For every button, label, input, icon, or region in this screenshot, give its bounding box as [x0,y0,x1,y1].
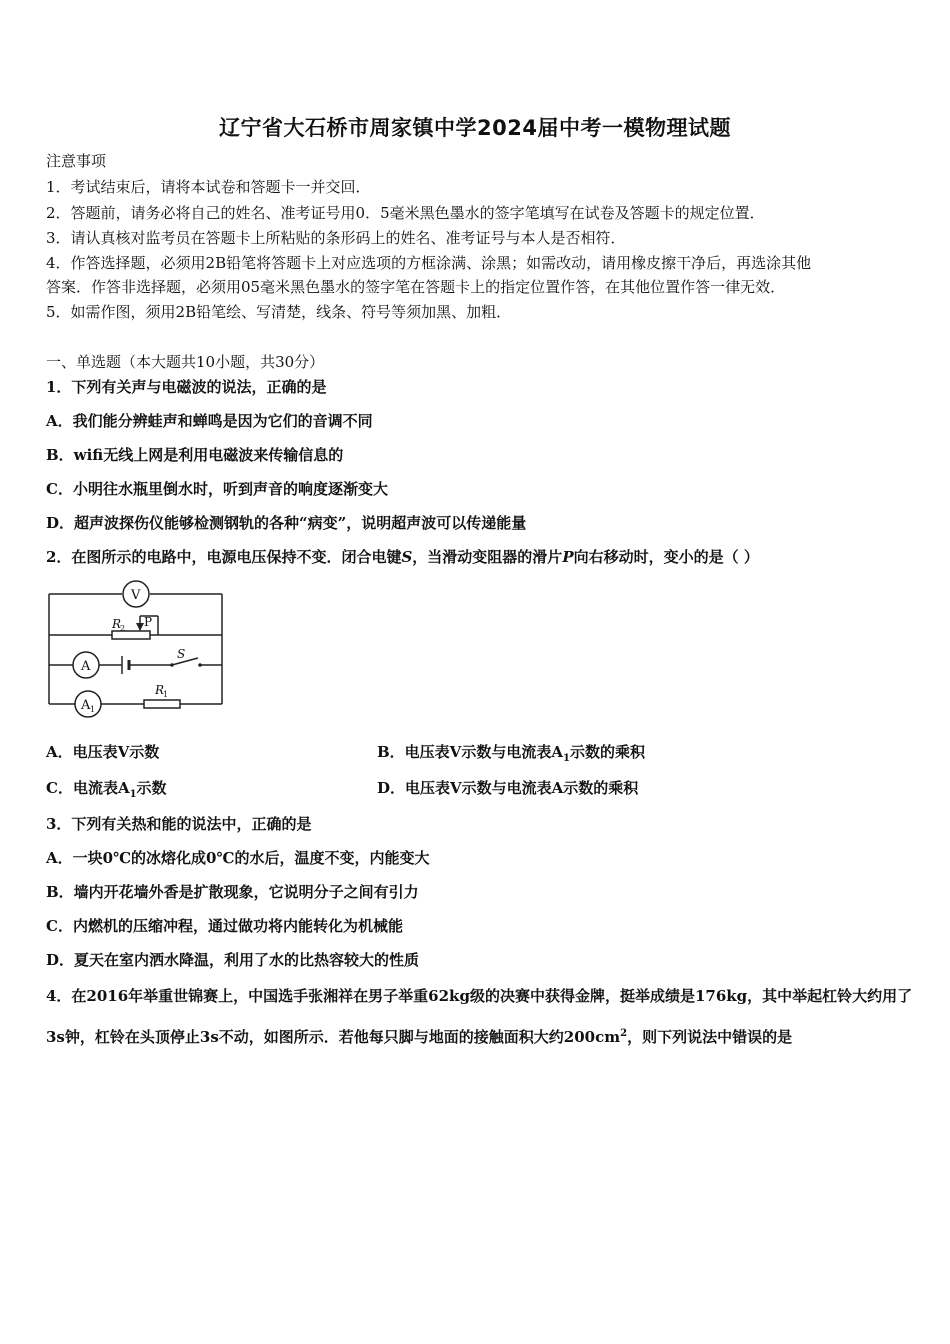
q2-stem-text-2: ，当滑动变阻器的滑片 [412,548,563,566]
q1-option-c: C．小明往水瓶里倒水时，听到声音的响度逐渐变大 [46,480,388,498]
q3-option-a: A．一块0℃的冰熔化成0℃的水后，温度不变，内能变大 [46,849,430,867]
q2-option-b-sub: 1 [562,753,570,764]
q2-option-c-sub: 1 [129,789,137,800]
q4-stem-sup: 2 [620,1028,628,1039]
q2-slider-symbol: P [562,548,574,566]
q1-option-d: D．超声波探伤仪能够检测钢轨的各种“病变”，说明超声波可以传递能量 [46,514,527,532]
q1-stem: 1．下列有关声与电磁波的说法，正确的是 [46,378,327,396]
r2-sub: 2 [120,624,126,633]
notice-item-1: 1．考试结束后，请将本试卷和答题卡一并交回． [46,178,371,196]
q2-option-b [377,742,645,769]
q2-stem-text: 2．在图所示的电路中，电源电压保持不变．闭合电键 [46,548,402,566]
q4-stem-text: 4．在2016年举重世锦赛上，中国选手张湘祥在男子举重62kg级的决赛中获得金牌，挺举成绩是176kg，其中举起杠铃大约用了3s钟，杠铃在头顶停止3s不动，如图所示．若他每只脚与地面的接触面积大约200cm [46,987,913,1046]
circuit-diagram [40,578,240,724]
ammeter1-label: A [81,698,91,713]
q2-option-c-text-2: 示数 [136,779,167,797]
q2-switch-symbol: S [401,548,413,566]
q3-option-c: C．内燃机的压缩冲程，通过做功将内能转化为机械能 [46,917,403,935]
notice-item-4-cont: 答案．作答非选择题，必须用05毫米黑色墨水的签字笔在答题卡上的指定位置作答，在其他位置作答一律无效． [46,278,786,296]
notice-heading: 注意事项 [46,152,107,170]
slider-label: P [144,615,153,629]
q1-option-a: A．我们能分辨蛙声和蝉鸣是因为它们的音调不同 [46,412,373,430]
q2-option-c [46,778,167,805]
ammeter1-sub: 1 [90,705,96,714]
r2-label: R [112,617,122,631]
page-title: 辽宁省大石桥市周家镇中学2024届中考一模物理试题 [219,116,731,140]
q2-option-a: A．电压表V示数 [46,743,160,761]
voltmeter-label: V [131,588,141,603]
section-heading: 一、单选题（本大题共10小题，共30分） [46,353,325,371]
q3-option-b: B．墙内开花墙外香是扩散现象，它说明分子之间有引力 [46,883,419,901]
q2-option-d: D．电压表V示数与电流表A示数的乘积 [377,779,639,797]
notice-item-5: 5．如需作图，须用2B铅笔绘、写清楚，线条、符号等须加黑、加粗． [46,303,512,321]
notice-item-4: 4．作答选择题，必须用2B铅笔将答题卡上对应选项的方框涂满、涂黑；如需改动，请用橡皮擦干净后，再选涂其他 [46,254,812,272]
ammeter-label: A [81,659,91,674]
q3-stem: 3．下列有关热和能的说法中，正确的是 [46,815,312,833]
switch-label: S [177,647,186,661]
q4-stem-text-2: ，则下列说法中错误的是 [627,1028,793,1046]
q2-option-b-text: B．电压表V示数与电流表A [377,743,563,761]
notice-item-2: 2．答题前，请务必将自己的姓名、准考证号用0．5毫米黑色墨水的签字笔填写在试卷及答题卡的规定位置． [46,204,765,222]
q2-stem [46,547,759,567]
r1-sub: 1 [163,690,169,699]
q2-stem-text-3: 向右移动时，变小的是（ ） [573,548,759,566]
q3-option-d: D．夏天在室内洒水降温，利用了水的比热容较大的性质 [46,951,420,969]
notice-item-3: 3．请认真核对监考员在答题卡上所粘贴的条形码上的姓名、准考证号与本人是否相符． [46,229,626,247]
r1-label: R [155,683,165,697]
q2-option-c-text: C．电流表A [46,779,130,797]
q2-option-b-text-2: 示数的乘积 [569,743,645,761]
q4-stem [46,978,916,1056]
q1-option-b: B．wifi无线上网是利用电磁波来传输信息的 [46,446,344,464]
